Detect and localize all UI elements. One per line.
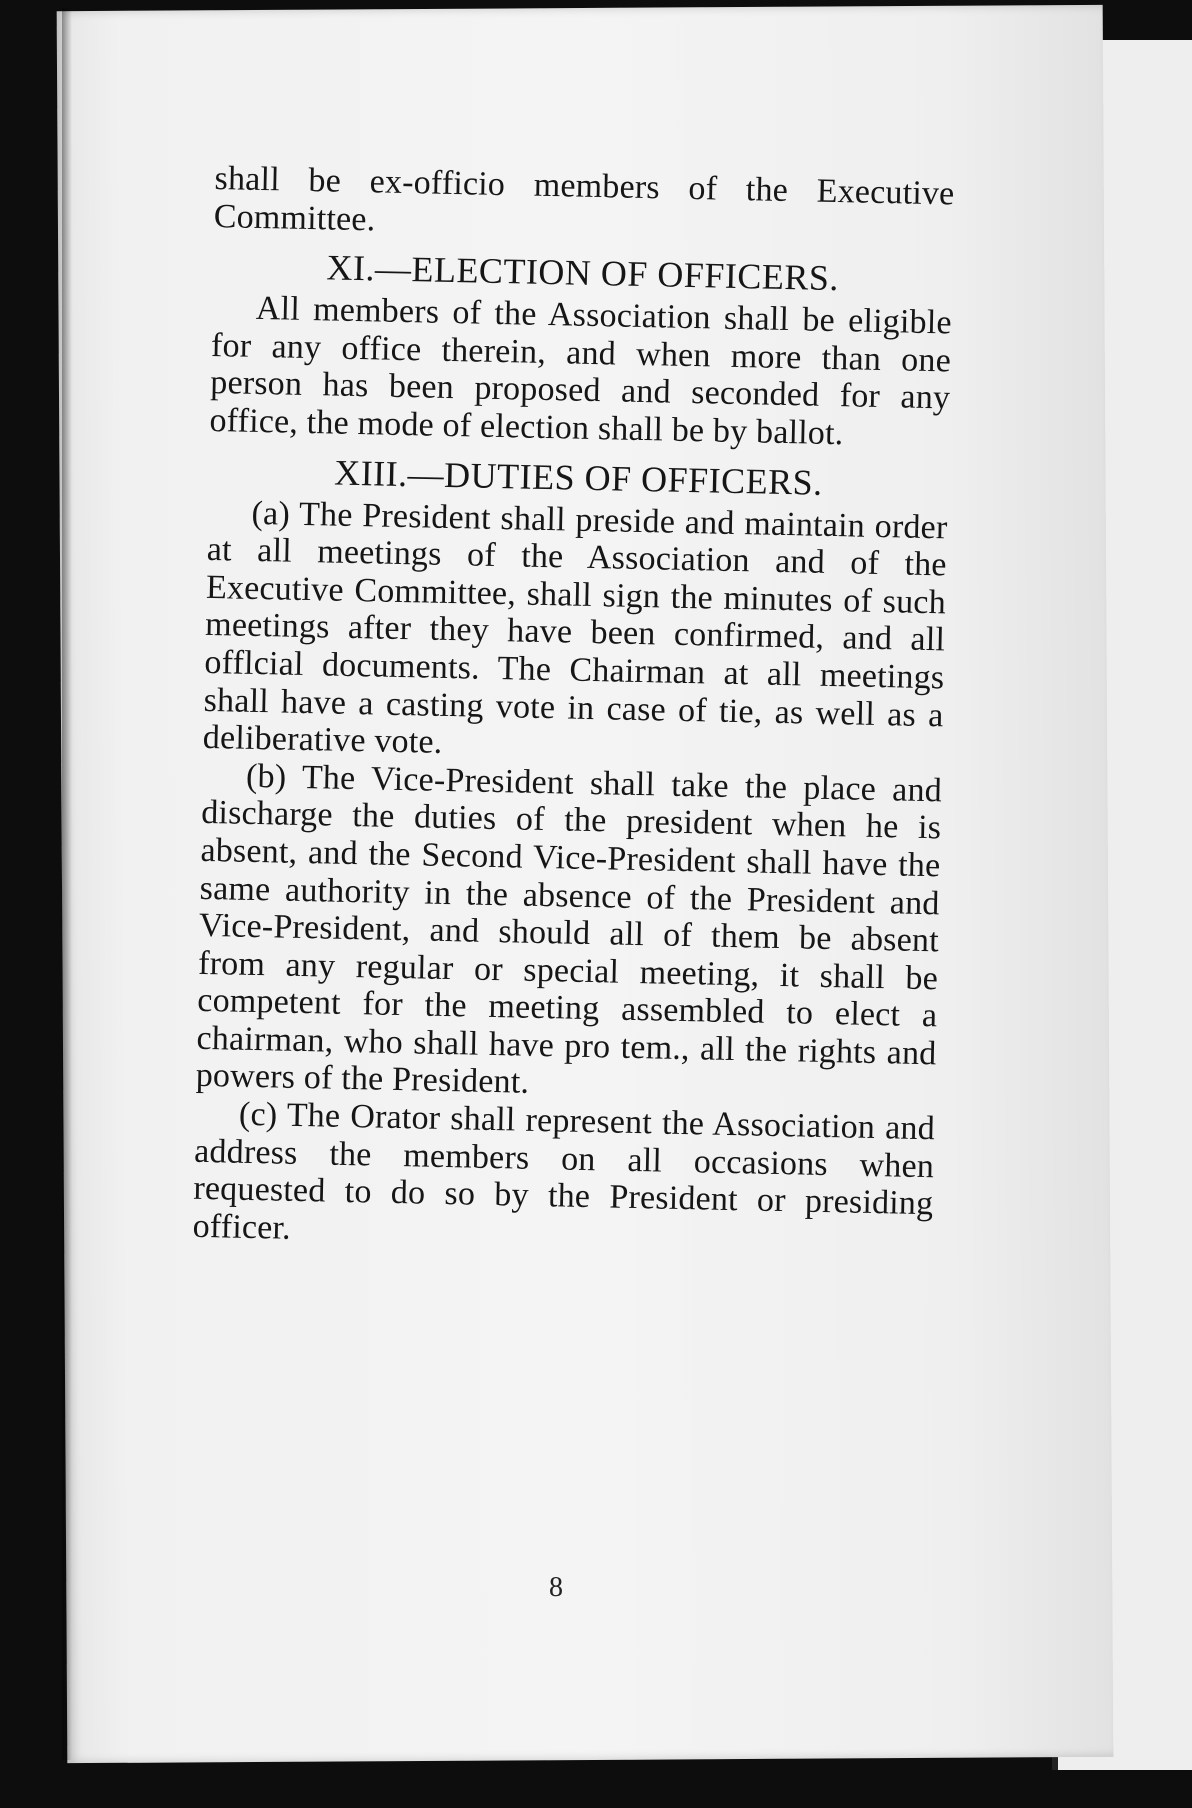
paragraph-duties-a: (a) The President shall preside and maintain order at all meetings of the Association and of the Executive Committee, shall sign the minutes of such meetings after they have been confirmed, and all offlcial documents. The Chairman at all meetings shall have a casting vote in case of tie, as well as a deliberative vote.	[202, 494, 948, 762]
paragraph-continuation: shall be ex-officio members of the Executive Committee.	[213, 160, 955, 238]
page-number: 8	[549, 1572, 563, 1603]
section-heading-election: XI.—ELECTION OF OFFICERS.	[326, 247, 840, 299]
page-text	[192, 160, 955, 1261]
section-heading-duties: XIII.—DUTIES OF OFFICERS.	[333, 452, 824, 503]
paragraph-duties-c: (c) The Orator shall represent the Association and address the members on all occasions when requested to do so by the President or presiding officer.	[192, 1095, 936, 1247]
paragraph-duties-b: (b) The Vice-President shall take the place and discharge the duties of the president when he is absent, and the Second Vice-President shall have the same authority in the absence of the President and Vice-President, and should all of them be absent from any regular or special meeting, it shall be competent for the meeting assembled to elect a chairman, who shall have pro tem., all the rights and powers of the President.	[195, 757, 943, 1102]
spine-shadow	[62, 8, 72, 1760]
paragraph-election: All members of the Association shall be eligible for any office therein, and when more than one person has been proposed and seconded for any office, the mode of election shall be by ballot.	[209, 290, 953, 453]
